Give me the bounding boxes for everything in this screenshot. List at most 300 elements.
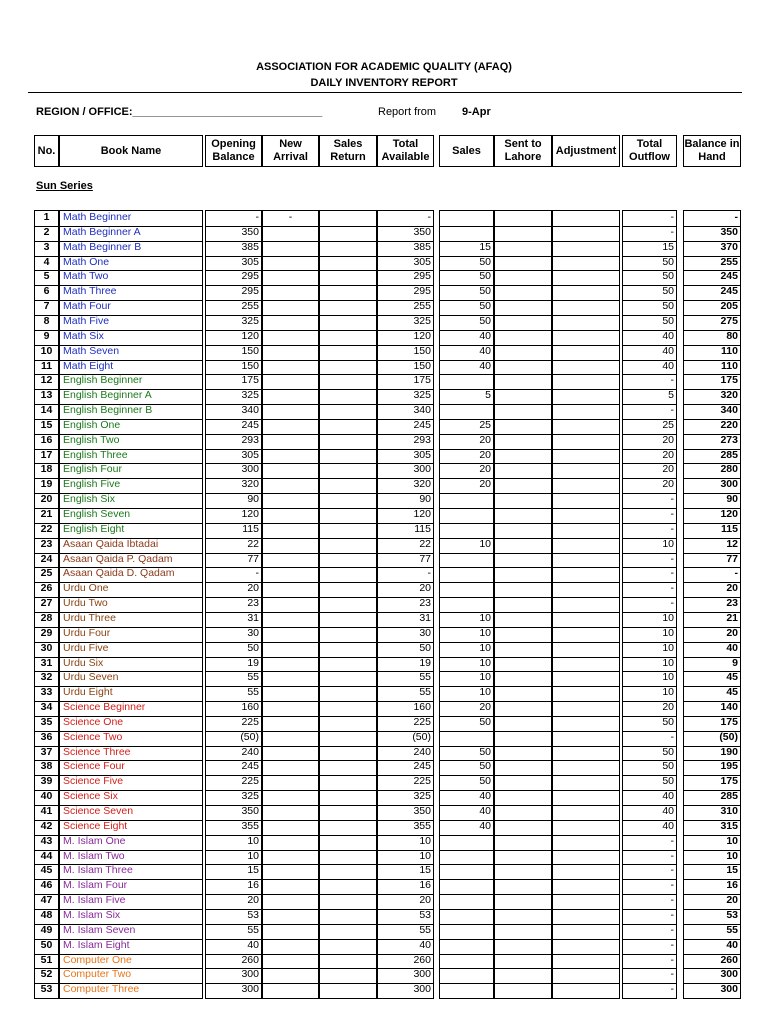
grid-line — [59, 300, 203, 301]
grid-line — [494, 775, 552, 776]
cell-bh: 140 — [720, 701, 738, 714]
grid-line — [34, 419, 59, 420]
cell-ta: 50 — [419, 641, 431, 654]
cell-ad — [552, 582, 620, 597]
grid-line — [622, 270, 677, 271]
cell-na — [262, 746, 319, 761]
grid-line — [262, 493, 319, 494]
book-name: M. Islam One — [63, 834, 126, 847]
book-name: Urdu Five — [63, 641, 109, 654]
cell-ta: 120 — [413, 508, 431, 520]
book-name: Computer One — [63, 953, 132, 966]
cell-ad — [552, 241, 620, 256]
grid-line — [377, 360, 434, 361]
cell-st — [494, 909, 552, 924]
grid-line — [439, 241, 494, 242]
report-org-title: ASSOCIATION FOR ACADEMIC QUALITY (AFAQ) — [256, 61, 512, 73]
grid-line — [622, 850, 677, 851]
cell-sr — [319, 657, 377, 672]
grid-line — [205, 939, 262, 940]
grid-line — [683, 285, 741, 286]
grid-line — [262, 731, 319, 732]
grid-line — [552, 909, 620, 910]
cell-bh: 245 — [720, 270, 738, 283]
region-office-field: REGION / OFFICE:_______________________________ — [36, 106, 323, 118]
table-row — [0, 300, 768, 315]
book-name: English Four — [63, 463, 122, 476]
row-number: 33 — [40, 686, 53, 699]
grid-line — [683, 434, 741, 435]
cell-bh: 40 — [726, 641, 738, 654]
grid-line — [683, 612, 741, 613]
book-name: M. Islam Six — [63, 908, 121, 921]
cell-st — [494, 597, 552, 612]
grid-line — [205, 374, 262, 375]
grid-line — [205, 790, 262, 791]
grid-line — [205, 345, 262, 346]
grid-line — [377, 686, 434, 687]
grid-line — [262, 330, 319, 331]
cell-st — [494, 567, 552, 582]
grid-line — [494, 582, 552, 583]
cell-sa — [439, 954, 494, 969]
grid-line — [377, 523, 434, 524]
grid-line — [683, 894, 741, 895]
grid-line — [319, 701, 377, 702]
row-number: 25 — [40, 567, 53, 580]
cell-to: - — [670, 923, 674, 936]
grid-line — [494, 493, 552, 494]
cell-ta: 300 — [413, 983, 431, 996]
cell-to: 10 — [662, 671, 674, 684]
cell-sa: 40 — [479, 344, 491, 357]
grid-line — [205, 716, 262, 717]
cell-bh: 53 — [726, 908, 738, 921]
grid-line — [683, 954, 741, 955]
cell-bh: 195 — [720, 760, 738, 773]
grid-line — [59, 820, 203, 821]
grid-line — [494, 671, 552, 672]
grid-line — [319, 315, 377, 316]
cell-bh: 10 — [726, 834, 738, 847]
row-number: 52 — [40, 968, 53, 981]
grid-line — [319, 671, 377, 672]
cell-op: 90 — [247, 493, 259, 506]
grid-line — [622, 879, 677, 880]
cell-sr — [319, 820, 377, 835]
grid-line — [683, 671, 741, 672]
cell-ad — [552, 731, 620, 746]
cell-na — [262, 300, 319, 315]
grid-line — [34, 731, 59, 732]
grid-line — [683, 657, 741, 658]
cell-op: 350 — [241, 225, 259, 238]
grid-line — [494, 300, 552, 301]
cell-st — [494, 256, 552, 271]
grid-line — [205, 686, 262, 687]
row-number: 29 — [40, 626, 53, 639]
cell-to: 40 — [662, 344, 674, 357]
grid-line — [552, 954, 620, 955]
grid-line — [552, 775, 620, 776]
grid-line — [34, 270, 59, 271]
grid-line — [34, 597, 59, 598]
grid-line — [552, 850, 620, 851]
cell-bh: 175 — [720, 715, 738, 728]
grid-line — [262, 627, 319, 628]
table-row — [0, 731, 768, 746]
grid-line — [494, 226, 552, 227]
grid-line — [494, 805, 552, 806]
book-name: English Beginner A — [63, 389, 152, 402]
grid-line — [59, 493, 203, 494]
cell-sa: 10 — [479, 671, 491, 684]
grid-line — [622, 805, 677, 806]
row-number: 8 — [43, 314, 50, 327]
grid-line — [319, 939, 377, 940]
cell-op: 325 — [241, 389, 259, 402]
grid-line — [622, 775, 677, 776]
report-from-label: Report from — [378, 106, 437, 118]
cell-op: 385 — [241, 240, 259, 253]
grid-line — [34, 538, 59, 539]
grid-line — [319, 270, 377, 271]
grid-line — [494, 642, 552, 643]
cell-st — [494, 360, 552, 375]
cell-ta: 325 — [413, 314, 431, 327]
cell-na — [262, 909, 319, 924]
grid-line — [494, 746, 552, 747]
grid-line — [59, 954, 203, 955]
book-name: Urdu One — [63, 582, 109, 595]
grid-line — [319, 894, 377, 895]
grid-line — [59, 256, 203, 257]
cell-ad — [552, 746, 620, 761]
cell-st — [494, 449, 552, 464]
grid-line — [262, 389, 319, 390]
cell-st — [494, 627, 552, 642]
row-number: 41 — [40, 805, 53, 817]
grid-line — [683, 760, 741, 761]
book-name: Math Four — [63, 300, 111, 313]
grid-line — [34, 330, 59, 331]
cell-to: - — [670, 968, 674, 981]
grid-line — [262, 582, 319, 583]
row-number: 28 — [40, 611, 53, 624]
cell-sa: 10 — [479, 641, 491, 654]
grid-line — [622, 760, 677, 761]
grid-line — [262, 241, 319, 242]
cell-op: 225 — [241, 775, 259, 788]
cell-ta: 55 — [419, 686, 431, 699]
grid-line — [59, 478, 203, 479]
cell-bh: 23 — [726, 597, 738, 610]
grid-line — [59, 850, 203, 851]
cell-sr — [319, 389, 377, 404]
grid-line — [683, 775, 741, 776]
grid-line — [59, 716, 203, 717]
grid-line — [205, 983, 262, 984]
grid-line — [439, 716, 494, 717]
grid-line — [552, 612, 620, 613]
cell-to: 50 — [662, 775, 674, 788]
cell-na — [262, 345, 319, 360]
cell-na — [262, 939, 319, 954]
grid-line — [683, 360, 741, 361]
grid-line — [439, 864, 494, 865]
table-row — [0, 790, 768, 805]
cell-ad — [552, 775, 620, 790]
cell-ad — [552, 760, 620, 775]
book-name: Math Three — [63, 285, 117, 298]
grid-line — [262, 716, 319, 717]
grid-line — [205, 701, 262, 702]
cell-ad — [552, 567, 620, 582]
grid-line — [262, 760, 319, 761]
cell-op: 150 — [241, 359, 259, 372]
grid-line — [622, 939, 677, 940]
grid-line — [552, 939, 620, 940]
cell-op: 115 — [242, 522, 259, 535]
cell-na — [262, 805, 319, 820]
grid-line — [439, 449, 494, 450]
grid-line — [59, 775, 203, 776]
grid-line — [205, 627, 262, 628]
grid-line — [319, 731, 377, 732]
section-title: Sun Series — [36, 180, 93, 192]
grid-line — [622, 330, 677, 331]
grid-line — [377, 864, 434, 865]
cell-ad — [552, 493, 620, 508]
cell-ad — [552, 449, 620, 464]
cell-to: 20 — [662, 478, 674, 491]
grid-line — [494, 760, 552, 761]
grid-line — [205, 404, 262, 405]
cell-to: 50 — [662, 300, 674, 313]
cell-sr — [319, 746, 377, 761]
book-name: Asaan Qaida Ibtadai — [63, 537, 159, 550]
cell-to: 20 — [662, 463, 674, 476]
grid-line — [494, 954, 552, 955]
cell-op: 150 — [241, 344, 259, 357]
table-row — [0, 924, 768, 939]
cell-ad — [552, 523, 620, 538]
cell-ad — [552, 404, 620, 419]
grid-line — [494, 850, 552, 851]
cell-op: 77 — [247, 552, 259, 565]
cell-sr — [319, 374, 377, 389]
grid-line — [34, 790, 59, 791]
grid-line — [59, 894, 203, 895]
grid-line — [34, 894, 59, 895]
table-row — [0, 419, 768, 434]
cell-ta: 150 — [413, 359, 431, 372]
cell-bh: 175 — [720, 374, 738, 387]
book-name: Computer Three — [63, 983, 140, 996]
cell-ta: 320 — [413, 478, 431, 491]
grid-line — [622, 716, 677, 717]
table-row — [0, 538, 768, 553]
cell-st — [494, 270, 552, 285]
cell-na — [262, 434, 319, 449]
cell-na — [262, 523, 319, 538]
cell-sr — [319, 939, 377, 954]
row-number: 40 — [40, 790, 53, 803]
cell-op: 175 — [241, 374, 259, 387]
grid-line — [552, 538, 620, 539]
grid-line — [494, 716, 552, 717]
grid-line — [622, 538, 677, 539]
grid-line — [377, 746, 434, 747]
cell-op: 120 — [241, 508, 259, 520]
grid-line — [552, 701, 620, 702]
grid-line — [377, 642, 434, 643]
grid-line — [439, 701, 494, 702]
cell-to: - — [670, 225, 674, 238]
grid-line — [494, 330, 552, 331]
cell-ta: 30 — [419, 626, 431, 639]
cell-sa — [439, 553, 494, 568]
cell-ad — [552, 671, 620, 686]
cell-sr — [319, 701, 377, 716]
grid-line — [439, 493, 494, 494]
grid-line — [205, 389, 262, 390]
grid-line — [552, 419, 620, 420]
grid-line — [59, 612, 203, 613]
grid-line — [377, 256, 434, 257]
grid-line — [622, 449, 677, 450]
grid-line — [494, 567, 552, 568]
cell-to: - — [670, 983, 674, 996]
grid-line — [59, 360, 203, 361]
grid-line — [622, 241, 677, 242]
row-number: 45 — [40, 864, 53, 877]
cell-ta: 23 — [419, 597, 431, 610]
cell-ta: 10 — [419, 849, 431, 862]
grid-line — [205, 760, 262, 761]
book-name: Math Beginner A — [63, 225, 141, 238]
cell-sr — [319, 345, 377, 360]
table-row — [0, 686, 768, 701]
row-number: 30 — [40, 641, 53, 654]
grid-line — [552, 820, 620, 821]
book-name: M. Islam Three — [63, 864, 133, 877]
cell-sr — [319, 330, 377, 345]
grid-line — [552, 894, 620, 895]
book-name: M. Islam Eight — [63, 938, 130, 951]
grid-line — [439, 538, 494, 539]
cell-st — [494, 939, 552, 954]
grid-line — [377, 701, 434, 702]
cell-sr — [319, 315, 377, 330]
grid-line — [34, 612, 59, 613]
cell-ad — [552, 597, 620, 612]
cell-st — [494, 894, 552, 909]
grid-line — [439, 582, 494, 583]
cell-to: - — [670, 730, 674, 743]
grid-line — [439, 285, 494, 286]
cell-st — [494, 404, 552, 419]
grid-line — [552, 508, 620, 509]
grid-line — [34, 642, 59, 643]
cell-bh: 20 — [726, 626, 738, 639]
cell-na — [262, 419, 319, 434]
cell-st — [494, 241, 552, 256]
cell-ta: 350 — [413, 805, 431, 817]
table-row — [0, 983, 768, 998]
cell-ta: 293 — [413, 433, 431, 446]
grid-line — [439, 835, 494, 836]
grid-line — [319, 968, 377, 969]
grid-line — [377, 345, 434, 346]
grid-line — [205, 300, 262, 301]
row-number: 15 — [40, 418, 53, 431]
grid-line — [59, 285, 203, 286]
cell-to: 10 — [662, 641, 674, 654]
cell-ad — [552, 270, 620, 285]
grid-line — [439, 775, 494, 776]
grid-line — [34, 285, 59, 286]
cell-to: 50 — [662, 745, 674, 758]
cell-op: 305 — [241, 448, 259, 461]
cell-ta: (50) — [412, 730, 431, 743]
grid-line — [34, 864, 59, 865]
cell-ta: 300 — [413, 463, 431, 476]
grid-line — [552, 790, 620, 791]
grid-line — [262, 909, 319, 910]
grid-line — [262, 701, 319, 702]
cell-na — [262, 597, 319, 612]
cell-sa: 20 — [479, 448, 491, 461]
book-name: Science Eight — [63, 819, 128, 832]
grid-line — [59, 642, 203, 643]
grid-line — [34, 449, 59, 450]
cell-op: 325 — [241, 790, 259, 803]
grid-line — [59, 760, 203, 761]
cell-ad — [552, 345, 620, 360]
grid-line — [439, 790, 494, 791]
table-row — [0, 775, 768, 790]
cell-sa — [439, 493, 494, 508]
grid-line — [622, 627, 677, 628]
grid-line — [494, 270, 552, 271]
grid-line — [377, 805, 434, 806]
cell-na — [262, 553, 319, 568]
cell-bh: 350 — [720, 225, 738, 238]
grid-line — [622, 345, 677, 346]
cell-bh: 110 — [721, 359, 738, 372]
cell-op: 325 — [241, 314, 259, 327]
grid-line — [494, 657, 552, 658]
cell-to: 40 — [662, 359, 674, 372]
cell-sa — [439, 582, 494, 597]
grid-line — [622, 597, 677, 598]
row-number: 42 — [40, 819, 53, 832]
cell-sr — [319, 538, 377, 553]
grid-line — [205, 315, 262, 316]
table-row — [0, 256, 768, 271]
grid-line — [319, 924, 377, 925]
cell-sa: 10 — [479, 537, 491, 550]
cell-sr — [319, 850, 377, 865]
table-row — [0, 701, 768, 716]
cell-ta: 16 — [419, 879, 431, 892]
grid-line — [59, 404, 203, 405]
grid-line — [552, 805, 620, 806]
cell-sa — [439, 924, 494, 939]
grid-line — [377, 330, 434, 331]
table-row — [0, 760, 768, 775]
